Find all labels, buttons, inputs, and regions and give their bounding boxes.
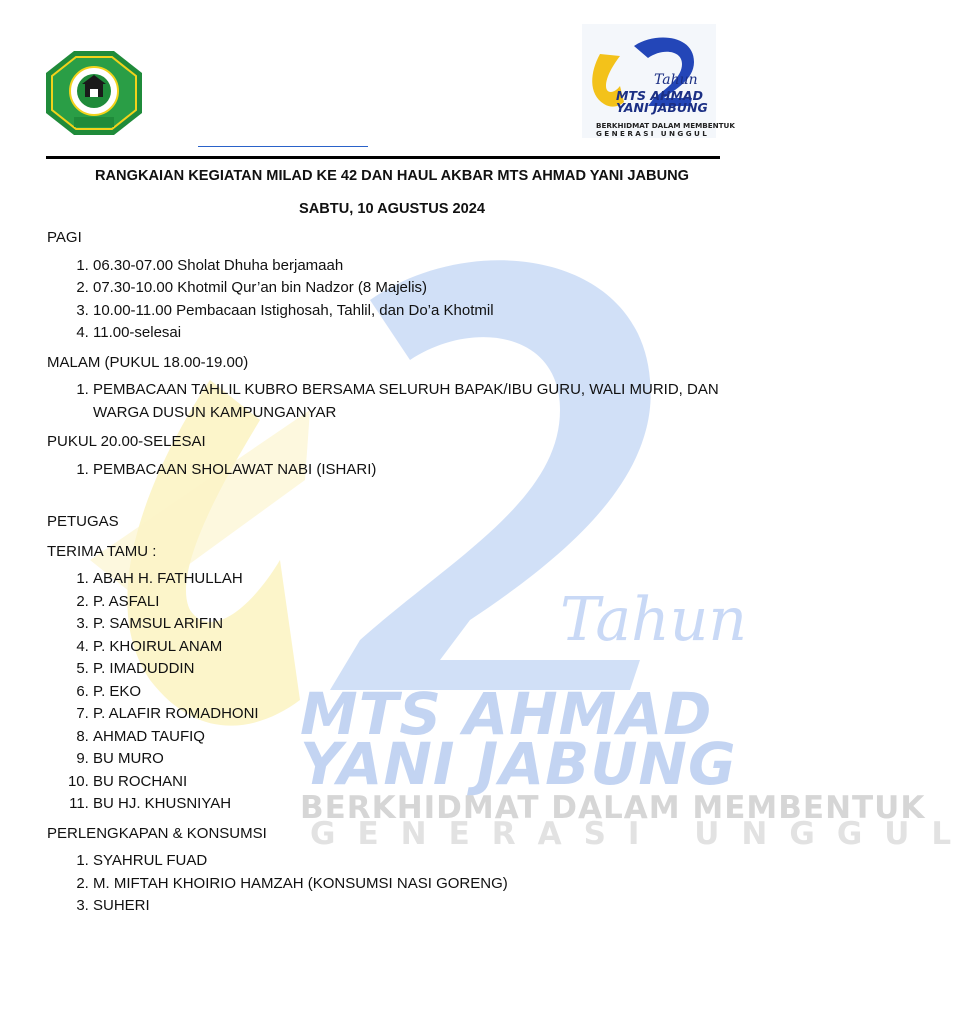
list-item: 2. 07.30-10.00 Khotmil Qur’an bin Nadzor (8 Majelis) bbox=[93, 277, 737, 300]
list-perlengkapan bbox=[47, 850, 737, 918]
list-pagi bbox=[47, 255, 737, 345]
watermark-school-line1: MTS AHMAD bbox=[300, 680, 713, 748]
document-title: RANGKAIAN KEGIATAN MILAD KE 42 DAN HAUL AKBAR MTS AHMAD YANI JABUNG bbox=[94, 168, 690, 184]
document-body bbox=[47, 165, 737, 918]
list-item: 1. PEMBACAAN SHOLAWAT NABI (ISHARI) bbox=[93, 459, 737, 482]
list-item: 2. P. ASFALI bbox=[93, 591, 737, 614]
document-date: SABTU, 10 AGUSTUS 2024 bbox=[299, 200, 485, 217]
list-item: 5. P. IMADUDDIN bbox=[93, 658, 737, 681]
logo-motto bbox=[596, 122, 735, 138]
header-divider bbox=[46, 156, 720, 159]
logo-school-name bbox=[616, 90, 708, 114]
list-malam bbox=[47, 379, 737, 424]
watermark-tahun: Tahun bbox=[560, 585, 748, 655]
logo-school-line2: YANI JABUNG bbox=[616, 100, 708, 115]
section-heading-pukul: PUKUL 20.00-SELESAI bbox=[47, 433, 206, 450]
list-item: 3. P. SAMSUL ARIFIN bbox=[93, 613, 737, 636]
list-item: 2. M. MIFTAH KHOIRIO HAMZAH (KONSUMSI NASI GORENG) bbox=[93, 873, 737, 896]
list-item: 11. BU HJ. KHUSNIYAH bbox=[93, 793, 737, 816]
list-item: 10. BU ROCHANI bbox=[93, 771, 737, 794]
header-underline-link bbox=[198, 146, 368, 147]
list-item: 1. ABAH H. FATHULLAH bbox=[93, 568, 737, 591]
milad-42-logo bbox=[582, 24, 735, 138]
list-item: 4. 11.00-selesai bbox=[93, 322, 737, 345]
list-item: 7. P. ALAFIR ROMADHONI bbox=[93, 703, 737, 726]
logo-motto-line1: BERKHIDMAT DALAM MEMBENTUK bbox=[596, 121, 735, 130]
list-item: 1. SYAHRUL FUAD bbox=[93, 850, 737, 873]
list-item: 4. P. KHOIRUL ANAM bbox=[93, 636, 737, 659]
list-pukul bbox=[47, 459, 737, 482]
list-item: 1. 06.30-07.00 Sholat Dhuha berjamaah bbox=[93, 255, 737, 278]
section-heading-pagi: PAGI bbox=[47, 229, 82, 246]
list-item: 9. BU MURO bbox=[93, 748, 737, 771]
watermark-school-line2: YANI JABUNG bbox=[300, 730, 737, 798]
logo-school-line1: MTS AHMAD bbox=[616, 88, 703, 103]
logo-tahun: Tahun bbox=[654, 72, 698, 88]
school-logo bbox=[44, 49, 144, 137]
list-item: 3. SUHERI bbox=[93, 895, 737, 918]
section-heading-malam: MALAM (PUKUL 18.00-19.00) bbox=[47, 353, 249, 371]
section-heading-terima-tamu: TERIMA TAMU : bbox=[47, 542, 157, 560]
list-item: 8. AHMAD TAUFIQ bbox=[93, 726, 737, 749]
logo-motto-line2: GENERASI UNGGUL bbox=[596, 129, 710, 138]
section-heading-perlengkapan: PERLENGKAPAN & KONSUMSI bbox=[47, 824, 267, 842]
watermark-motto-line1: BERKHIDMAT DALAM MEMBENTUK bbox=[300, 790, 926, 826]
list-terima-tamu bbox=[47, 568, 737, 816]
list-item: 3. 10.00-11.00 Pembacaan Istighosah, Tahlil, dan Do’a Khotmil bbox=[93, 300, 737, 323]
list-item: 1. PEMBACAAN TAHLIL KUBRO BERSAMA SELURUH BAPAK/IBU GURU, WALI MURID, DAN WARGA DUSUN KAMPUNGANYAR bbox=[93, 379, 737, 424]
watermark-motto-line2: GENERASI UNGGUL bbox=[310, 816, 973, 852]
school-logo-emblem bbox=[44, 49, 144, 137]
section-heading-petugas: PETUGAS bbox=[47, 513, 119, 530]
list-item: 6. P. EKO bbox=[93, 681, 737, 704]
